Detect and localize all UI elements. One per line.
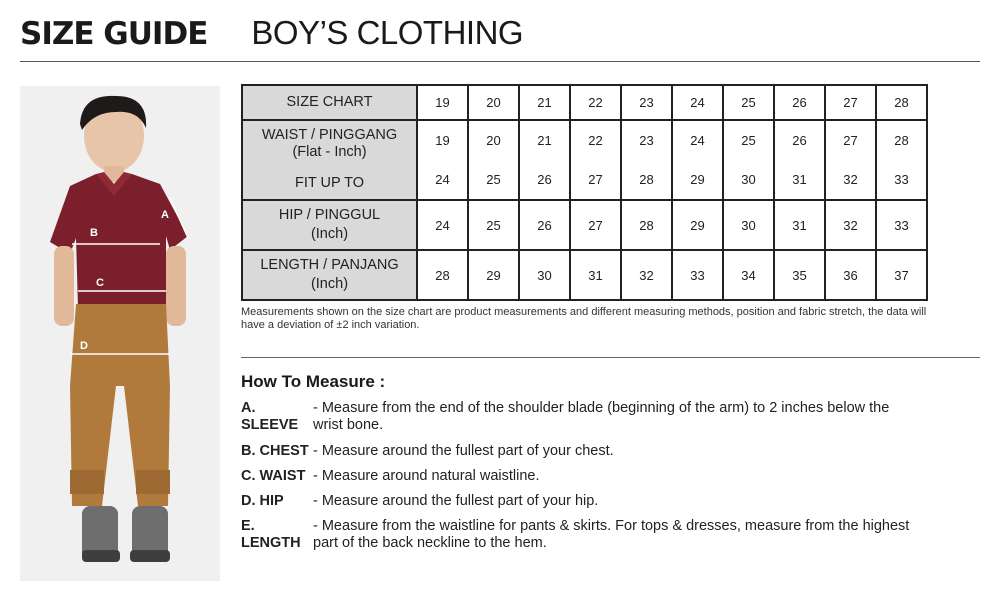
hip-value: 24: [417, 200, 468, 250]
step-sleeve: [241, 400, 923, 434]
waist-value: 20: [486, 133, 501, 148]
fit-value: 28: [639, 172, 654, 187]
size-cell: 22: [570, 85, 621, 120]
length-value: 31: [570, 250, 621, 300]
length-value: 29: [468, 250, 519, 300]
waist-cell: [468, 120, 519, 200]
fit-value: 32: [843, 172, 858, 187]
length-value: 36: [825, 250, 876, 300]
length-value: 35: [774, 250, 825, 300]
size-cell: 25: [723, 85, 774, 120]
step-hip: [241, 493, 923, 510]
waist-value: 27: [843, 133, 858, 148]
waist-cell: [417, 120, 468, 200]
waist-value: 25: [741, 133, 756, 148]
waist-cell: [621, 120, 672, 200]
length-value: 37: [876, 250, 927, 300]
size-chart-label: SIZE CHART: [242, 85, 417, 120]
waist-cell: [570, 120, 621, 200]
length-value: 28: [417, 250, 468, 300]
waist-value: 24: [690, 133, 705, 148]
length-label-line2: (Inch): [310, 276, 349, 292]
length-row: [242, 250, 927, 300]
waist-row: [242, 120, 927, 200]
label-a: A: [161, 209, 169, 221]
waist-cell: [825, 120, 876, 200]
size-cell: 26: [774, 85, 825, 120]
waist-cell: [774, 120, 825, 200]
model-photo: [20, 86, 220, 581]
length-value: 33: [672, 250, 723, 300]
length-label-line1: LENGTH / PANJANG: [260, 257, 399, 273]
hip-value: 27: [570, 200, 621, 250]
size-cell: 24: [672, 85, 723, 120]
hip-value: 28: [621, 200, 672, 250]
fit-value: 26: [537, 172, 552, 187]
length-value: 30: [519, 250, 570, 300]
waist-value: 19: [435, 133, 450, 148]
step-desc: - Measure around the fullest part of your chest.: [313, 443, 614, 459]
fit-value: 31: [792, 172, 807, 187]
header-divider: [20, 61, 980, 62]
waist-label: [242, 120, 417, 200]
step-length: [241, 518, 923, 552]
step-key: E. LENGTH: [241, 518, 301, 551]
waist-value: 22: [588, 133, 603, 148]
boy-illustration: [20, 86, 220, 581]
waist-value: 26: [792, 133, 807, 148]
step-desc: - Measure from the waistline for pants & skirts. For tops & dresses, measure from the highest part of the back neckline to the hem.: [313, 518, 910, 551]
hip-value: 30: [723, 200, 774, 250]
waist-label-line2: (Flat - Inch): [292, 144, 367, 161]
step-waist: [241, 468, 923, 485]
label-b: B: [90, 227, 98, 239]
hip-label: [242, 200, 417, 250]
waist-cell: [876, 120, 927, 200]
length-label: [242, 250, 417, 300]
length-value: 32: [621, 250, 672, 300]
hip-value: 26: [519, 200, 570, 250]
waist-label-line1: WAIST / PINGGANG: [261, 127, 398, 144]
fit-value: 33: [894, 172, 909, 187]
hip-value: 31: [774, 200, 825, 250]
hip-row: [242, 200, 927, 250]
waist-value: 28: [894, 133, 909, 148]
page-header: [20, 14, 523, 54]
hip-label-line1: HIP / PINGGUL: [278, 207, 381, 223]
step-key: D. HIP: [241, 493, 284, 509]
how-to-title: How To Measure :: [241, 372, 386, 391]
size-cell: 27: [825, 85, 876, 120]
label-c: C: [96, 277, 104, 289]
waist-cell: [519, 120, 570, 200]
step-desc: - Measure around natural waistline.: [313, 468, 540, 484]
fit-value: 25: [486, 172, 501, 187]
hip-value: 25: [468, 200, 519, 250]
page-subtitle: BOY’S CLOTHING: [251, 14, 524, 51]
label-d: D: [80, 340, 88, 352]
fit-up-to-label: FIT UP TO: [294, 174, 365, 191]
size-cell: 23: [621, 85, 672, 120]
size-cell: 28: [876, 85, 927, 120]
size-cell: 19: [417, 85, 468, 120]
size-cell: 21: [519, 85, 570, 120]
size-cell: 20: [468, 85, 519, 120]
step-desc: - Measure around the fullest part of your hip.: [313, 493, 599, 509]
fit-value: 29: [690, 172, 705, 187]
size-chart-table: [241, 84, 928, 301]
length-value: 34: [723, 250, 774, 300]
size-header-row: [242, 85, 927, 120]
hip-value: 32: [825, 200, 876, 250]
fit-value: 30: [741, 172, 756, 187]
waist-value: 21: [537, 133, 552, 148]
step-key: B. CHEST: [241, 443, 309, 459]
fit-value: 24: [435, 172, 450, 187]
fit-value: 27: [588, 172, 603, 187]
hip-label-line2: (Inch): [310, 226, 349, 242]
hip-value: 33: [876, 200, 927, 250]
step-key: A. SLEEVE: [241, 400, 299, 433]
waist-cell: [672, 120, 723, 200]
hip-value: 29: [672, 200, 723, 250]
waist-value: 23: [639, 133, 654, 148]
page-title: SIZE GUIDE: [20, 16, 208, 52]
step-chest: [241, 443, 923, 460]
measurement-note: Measurements shown on the size chart are product measurements and different measuring methods, position and fabric stretch, the data will have a deviation of ±2 inch variation.: [241, 306, 927, 331]
section-divider: [241, 357, 980, 358]
waist-cell: [723, 120, 774, 200]
step-key: C. WAIST: [241, 468, 306, 484]
step-desc: - Measure from the end of the shoulder blade (beginning of the arm) to 2 inches below the wrist bone.: [313, 400, 890, 433]
